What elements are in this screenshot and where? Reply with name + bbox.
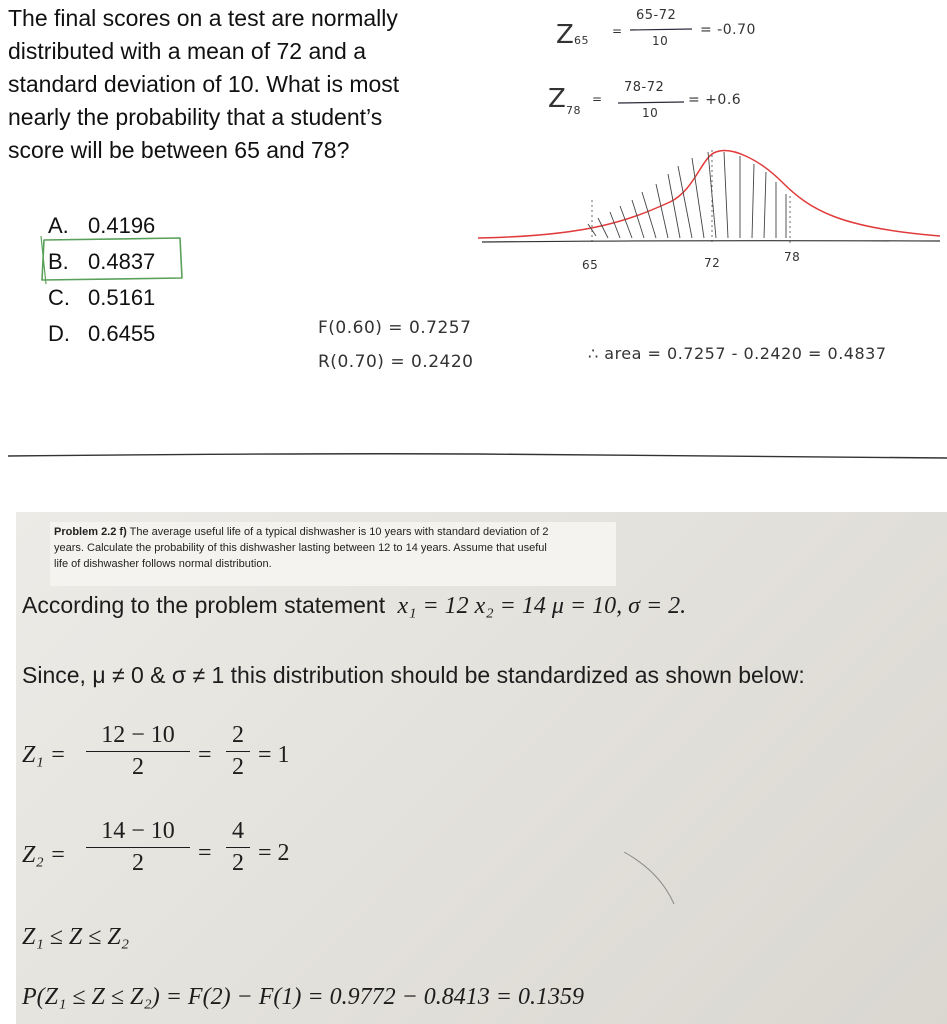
- option-value: 0.6455: [88, 321, 156, 346]
- option-letter: D.: [48, 321, 70, 346]
- shaded-area-hatching: [588, 152, 786, 238]
- problem-label: Problem 2.2 f): [54, 526, 127, 538]
- z2-denominator: 2: [132, 850, 144, 876]
- pencil-mark: [620, 848, 680, 908]
- axis-label-72: 72: [704, 256, 721, 270]
- z2-numerator: 14 − 10: [101, 818, 175, 844]
- z78-result: = +0.6: [688, 92, 742, 108]
- z78-label: Z: [548, 84, 567, 114]
- z1-fraction-2: [226, 722, 250, 781]
- question-line: score will be between 65 and 78?: [8, 137, 350, 163]
- probability-line: P(Z₁ ≤ Z ≤ Z₂) = F(2) − F(1) = 0.9772 − 0.8413 = 0.1359: [22, 984, 584, 1010]
- option-letter: C.: [48, 285, 70, 310]
- statement-line: [22, 592, 686, 620]
- problem-line: life of dishwasher follows normal distribution.: [54, 558, 272, 570]
- question-line: The final scores on a test are normally: [8, 5, 398, 31]
- question-line: distributed with a mean of 72 and a: [8, 38, 367, 64]
- z65-subscript: 65: [574, 34, 589, 47]
- z2-equals: =: [198, 840, 212, 866]
- option-letter: A.: [48, 213, 69, 238]
- z65-result: = -0.70: [700, 22, 756, 38]
- answer-highlight-box: [38, 234, 188, 286]
- z65-numerator: 65-72: [636, 8, 677, 23]
- normal-curve-sketch: [470, 140, 947, 270]
- z2-label: Z₂ =: [22, 842, 66, 868]
- z1-equals: =: [198, 742, 212, 768]
- area-result-line: ∴ area = 0.7257 - 0.2420 = 0.4837: [588, 344, 887, 363]
- z78-fraction-bar: [616, 101, 686, 105]
- f-value-line: F(0.60) = 0.7257: [318, 318, 472, 338]
- curve-axis: [482, 241, 940, 242]
- question-text: [8, 2, 488, 167]
- z65-denominator: 10: [652, 34, 669, 48]
- axis-label-65: 65: [582, 258, 599, 272]
- statement-vars: x₁ = 12 x₂ = 14 μ = 10, σ = 2.: [397, 593, 687, 619]
- z1-denominator-2: 2: [232, 754, 244, 780]
- z65-equals: =: [612, 24, 623, 38]
- question-line: standard deviation of 10. What is most: [8, 71, 400, 97]
- option-value: 0.4196: [88, 213, 156, 238]
- z65-fraction-bar: [628, 28, 694, 32]
- inequality-line: Z₁ ≤ Z ≤ Z₂: [22, 924, 130, 950]
- z2-fraction-2: [226, 818, 250, 877]
- z1-fraction: [86, 722, 190, 781]
- option-d[interactable]: [48, 316, 155, 352]
- z2-numerator-2: 4: [232, 818, 244, 844]
- z1-denominator: 2: [132, 754, 144, 780]
- z1-label: Z₁ =: [22, 742, 66, 768]
- section-divider: [8, 447, 947, 463]
- option-value: 0.4837: [88, 249, 156, 274]
- problem-line: years. Calculate the probability of this dishwasher lasting between 12 to 14 years. Assume that useful: [54, 542, 547, 554]
- since-line: Since, μ ≠ 0 & σ ≠ 1 this distribution should be standardized as shown below:: [22, 662, 805, 688]
- z1-result: = 1: [258, 742, 290, 768]
- question-line: nearly the probability that a student’s: [8, 104, 383, 130]
- z1-numerator: 12 − 10: [101, 722, 175, 748]
- problem-snippet: [50, 522, 616, 586]
- z2-denominator-2: 2: [232, 850, 244, 876]
- z78-denominator: 10: [642, 106, 659, 120]
- z2-fraction: [86, 818, 190, 877]
- z1-numerator-2: 2: [232, 722, 244, 748]
- option-value: 0.5161: [88, 285, 156, 310]
- statement-prefix: According to the problem statement: [22, 592, 386, 618]
- r-value-line: R(0.70) = 0.2420: [318, 352, 474, 372]
- axis-label-78: 78: [784, 250, 801, 264]
- option-letter: B.: [48, 249, 69, 274]
- z2-result: = 2: [258, 840, 290, 866]
- z65-label: Z: [556, 20, 575, 50]
- z78-numerator: 78-72: [624, 80, 665, 95]
- z78-subscript: 78: [566, 104, 581, 117]
- problem-line: The average useful life of a typical dishwasher is 10 years with standard deviation of 2: [126, 526, 549, 538]
- z78-equals: =: [592, 92, 603, 106]
